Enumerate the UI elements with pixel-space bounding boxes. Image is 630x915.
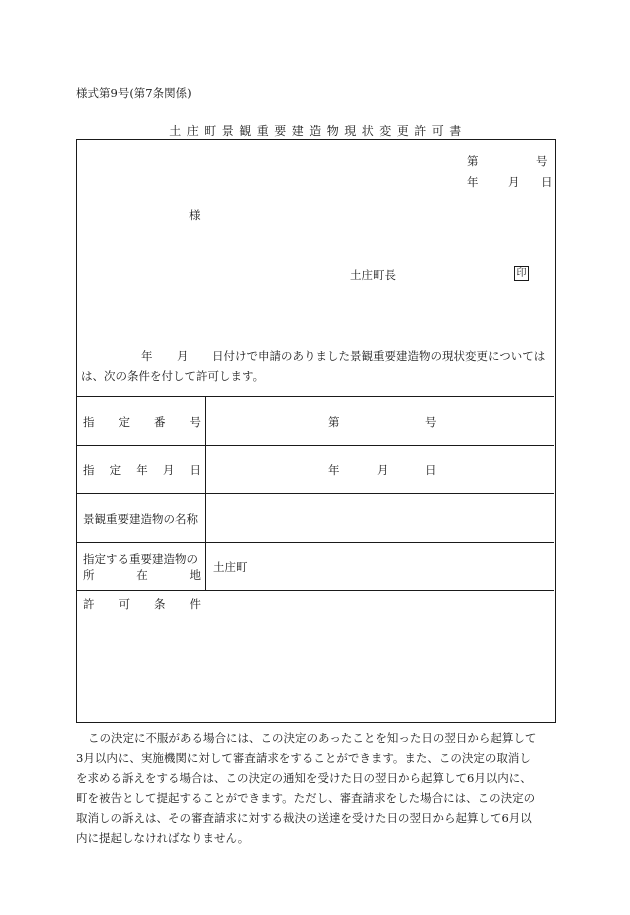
issue-date-day: 日 bbox=[541, 175, 553, 189]
notice-line: 町を被告として提起することができます。ただし、審査請求をした場合には、この決定の bbox=[76, 791, 536, 805]
label-char: 月 bbox=[162, 463, 175, 477]
notice-line: を求める訴えをする場合は、この決定の通知を受けた日の翌日から起算して6月以内に、 bbox=[76, 771, 532, 785]
document-title: 土庄町景観重要建造物現状変更許可書 bbox=[169, 124, 467, 138]
label-char: 号 bbox=[189, 415, 201, 429]
designation-number-dai: 第 bbox=[328, 415, 340, 429]
designation-date-month: 月 bbox=[377, 463, 389, 477]
label-char: 番 bbox=[154, 415, 166, 429]
appeal-notice bbox=[76, 728, 556, 848]
label-permit-conditions bbox=[83, 596, 201, 612]
row-divider-2 bbox=[77, 493, 554, 494]
label-char: 可 bbox=[118, 597, 130, 611]
addressee-honorific: 様 bbox=[189, 208, 201, 222]
row-divider-1 bbox=[77, 445, 554, 446]
label-designation-date bbox=[83, 462, 201, 478]
application-year: 年 bbox=[141, 349, 153, 363]
label-char: 条 bbox=[154, 597, 166, 611]
label-location-line2 bbox=[83, 567, 201, 583]
label-char: 指 bbox=[83, 415, 95, 429]
issue-number-go: 号 bbox=[536, 154, 548, 168]
table-top-divider bbox=[77, 396, 554, 397]
label-char: 定 bbox=[109, 463, 122, 477]
form-number: 様式第9号(第7条関係) bbox=[76, 86, 192, 100]
label-char: 件 bbox=[189, 597, 201, 611]
notice-line: 内に提起しなければなりません。 bbox=[76, 831, 250, 845]
issue-number-dai: 第 bbox=[467, 154, 479, 168]
label-char: 年 bbox=[136, 463, 148, 477]
application-month: 月 bbox=[177, 349, 189, 363]
label-char: 日 bbox=[189, 463, 201, 477]
label-char: 許 bbox=[83, 597, 95, 611]
designation-date-year: 年 bbox=[328, 463, 340, 477]
designation-date-day: 日 bbox=[425, 463, 437, 477]
label-char: 所 bbox=[83, 568, 95, 582]
issue-date-month: 月 bbox=[508, 175, 520, 189]
label-location-line1: 指定する重要建造物の bbox=[83, 552, 198, 566]
label-char: 地 bbox=[189, 568, 201, 582]
issuer-title: 土庄町長 bbox=[350, 268, 396, 282]
row-divider-3 bbox=[77, 542, 554, 543]
permit-statement-line2: は、次の条件を付して許可します。 bbox=[81, 369, 265, 383]
label-char: 在 bbox=[136, 568, 148, 582]
issue-date-year: 年 bbox=[467, 175, 479, 189]
permit-form-frame bbox=[76, 139, 556, 723]
seal-mark: 印 bbox=[514, 266, 529, 281]
label-char: 指 bbox=[83, 463, 95, 477]
row-divider-4 bbox=[77, 590, 554, 591]
location-value: 土庄町 bbox=[213, 560, 248, 574]
label-building-name: 景観重要建造物の名称 bbox=[83, 512, 198, 526]
designation-number-go: 号 bbox=[425, 415, 437, 429]
label-char: 定 bbox=[118, 415, 130, 429]
notice-line: 取消しの訴えは、その審査請求に対する裁決の送達を受けた日の翌日から起算して6月以 bbox=[76, 811, 532, 825]
permit-statement-line1: 日付けで申請のありました景観重要建造物の現状変更については bbox=[212, 349, 546, 363]
label-designation-number bbox=[83, 414, 201, 430]
notice-line: この決定に不服がある場合には、この決定のあったことを知った日の翌日から起算して bbox=[88, 731, 537, 745]
notice-line: 3月以内に、実施機関に対して審査請求をすることができます。また、この決定の取消し bbox=[76, 751, 531, 765]
label-column-divider bbox=[205, 396, 206, 590]
